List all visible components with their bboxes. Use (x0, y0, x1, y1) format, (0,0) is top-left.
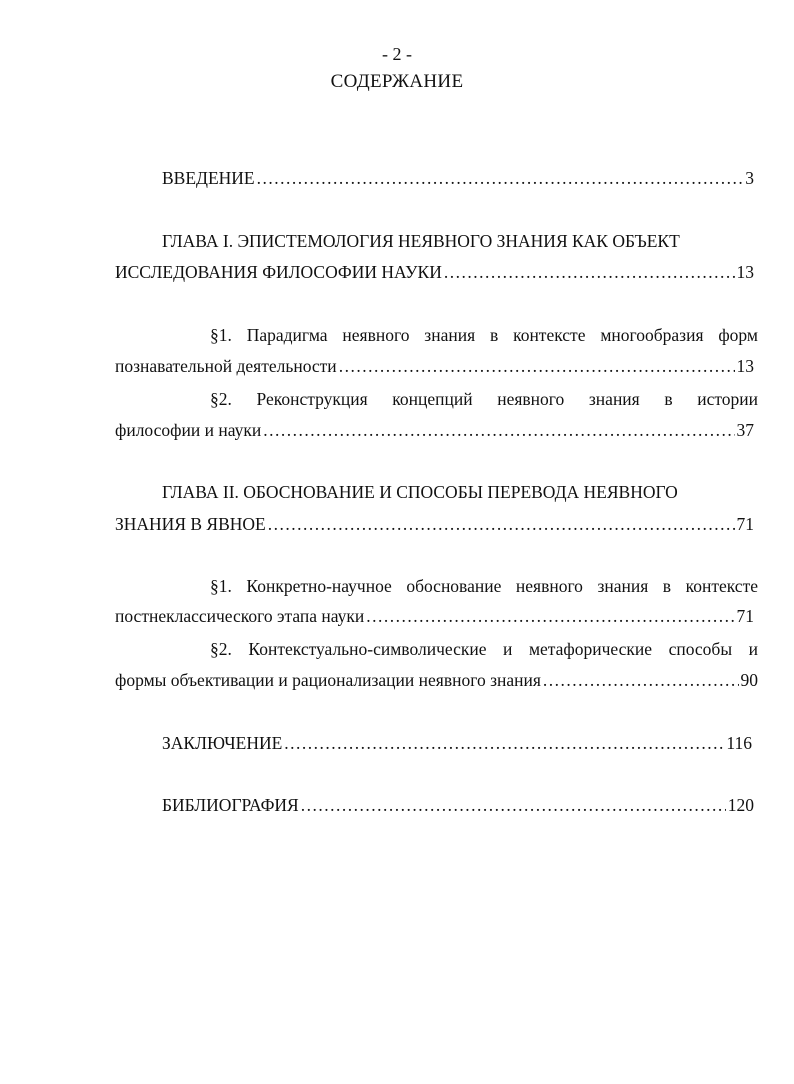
toc-entry-introduction (162, 168, 754, 189)
page-number: - 2 - (382, 44, 412, 64)
toc-section-1-1-line (210, 325, 758, 346)
leader-dots (444, 262, 735, 283)
leader-dots (366, 606, 734, 627)
toc-section-label: постнеклассического этапа науки (115, 606, 365, 626)
toc-chapter-1-title-continuation (115, 262, 754, 283)
toc-section-2-1-continuation (115, 606, 754, 627)
toc-section-label: §1. Конкретно-научное обоснование неявного знания в контексте (210, 576, 758, 596)
toc-chapter-label: ГЛАВА II. ОБОСНОВАНИЕ И СПОСОБЫ ПЕРЕВОДА НЕЯВНОГО (162, 482, 678, 502)
toc-section-1-1-continuation (115, 356, 754, 377)
leader-dots (257, 168, 744, 189)
toc-page-number: 37 (736, 420, 754, 440)
toc-page-number: 116 (726, 733, 752, 753)
toc-chapter-1-title-line (162, 231, 680, 252)
toc-section-1-2-continuation (115, 420, 754, 441)
toc-section-2-2-continuation (115, 670, 758, 691)
toc-page-number: 13 (736, 262, 754, 282)
toc-entry-label: БИБЛИОГРАФИЯ (162, 795, 299, 815)
toc-section-2-2-line (210, 639, 758, 660)
toc-section-2-1-line (210, 576, 758, 597)
toc-page-number: 3 (745, 168, 754, 188)
toc-section-1-2-line (210, 389, 758, 410)
toc-page-number: 71 (736, 606, 754, 626)
toc-entry-label: ЗАКЛЮЧЕНИЕ (162, 733, 283, 753)
leader-dots (543, 670, 739, 691)
leader-dots (284, 733, 724, 754)
leader-dots (339, 356, 735, 377)
toc-section-label: формы объективации и рационализации неявного знания (115, 670, 541, 690)
toc-section-label: §2. Контекстуально-символические и метафорические способы и (210, 639, 758, 659)
toc-section-label: §2. Реконструкция концепций неявного знания в истории (210, 389, 758, 409)
toc-page-number: 13 (736, 356, 754, 376)
toc-chapter-2-title-continuation (115, 514, 754, 535)
toc-section-label: познавательной деятельности (115, 356, 337, 376)
toc-page-number: 120 (727, 795, 754, 815)
toc-chapter-label: ГЛАВА I. ЭПИСТЕМОЛОГИЯ НЕЯВНОГО ЗНАНИЯ КАК ОБЪЕКТ (162, 231, 680, 251)
leader-dots (263, 420, 734, 441)
page-title: СОДЕРЖАНИЕ (330, 71, 464, 92)
toc-chapter-label: ИССЛЕДОВАНИЯ ФИЛОСОФИИ НАУКИ (115, 262, 442, 282)
toc-section-label: §1. Парадигма неявного знания в контексте многообразия форм (210, 325, 758, 345)
toc-page-number: 90 (740, 670, 758, 690)
toc-chapter-label: ЗНАНИЯ В ЯВНОЕ (115, 514, 266, 534)
leader-dots (301, 795, 726, 816)
toc-chapter-2-title-line (162, 482, 678, 503)
toc-entry-conclusion (162, 733, 752, 754)
leader-dots (268, 514, 735, 535)
toc-section-label: философии и науки (115, 420, 262, 440)
toc-entry-bibliography (162, 795, 754, 816)
toc-entry-label: ВВЕДЕНИЕ (162, 168, 255, 188)
toc-page-number: 71 (736, 514, 754, 534)
